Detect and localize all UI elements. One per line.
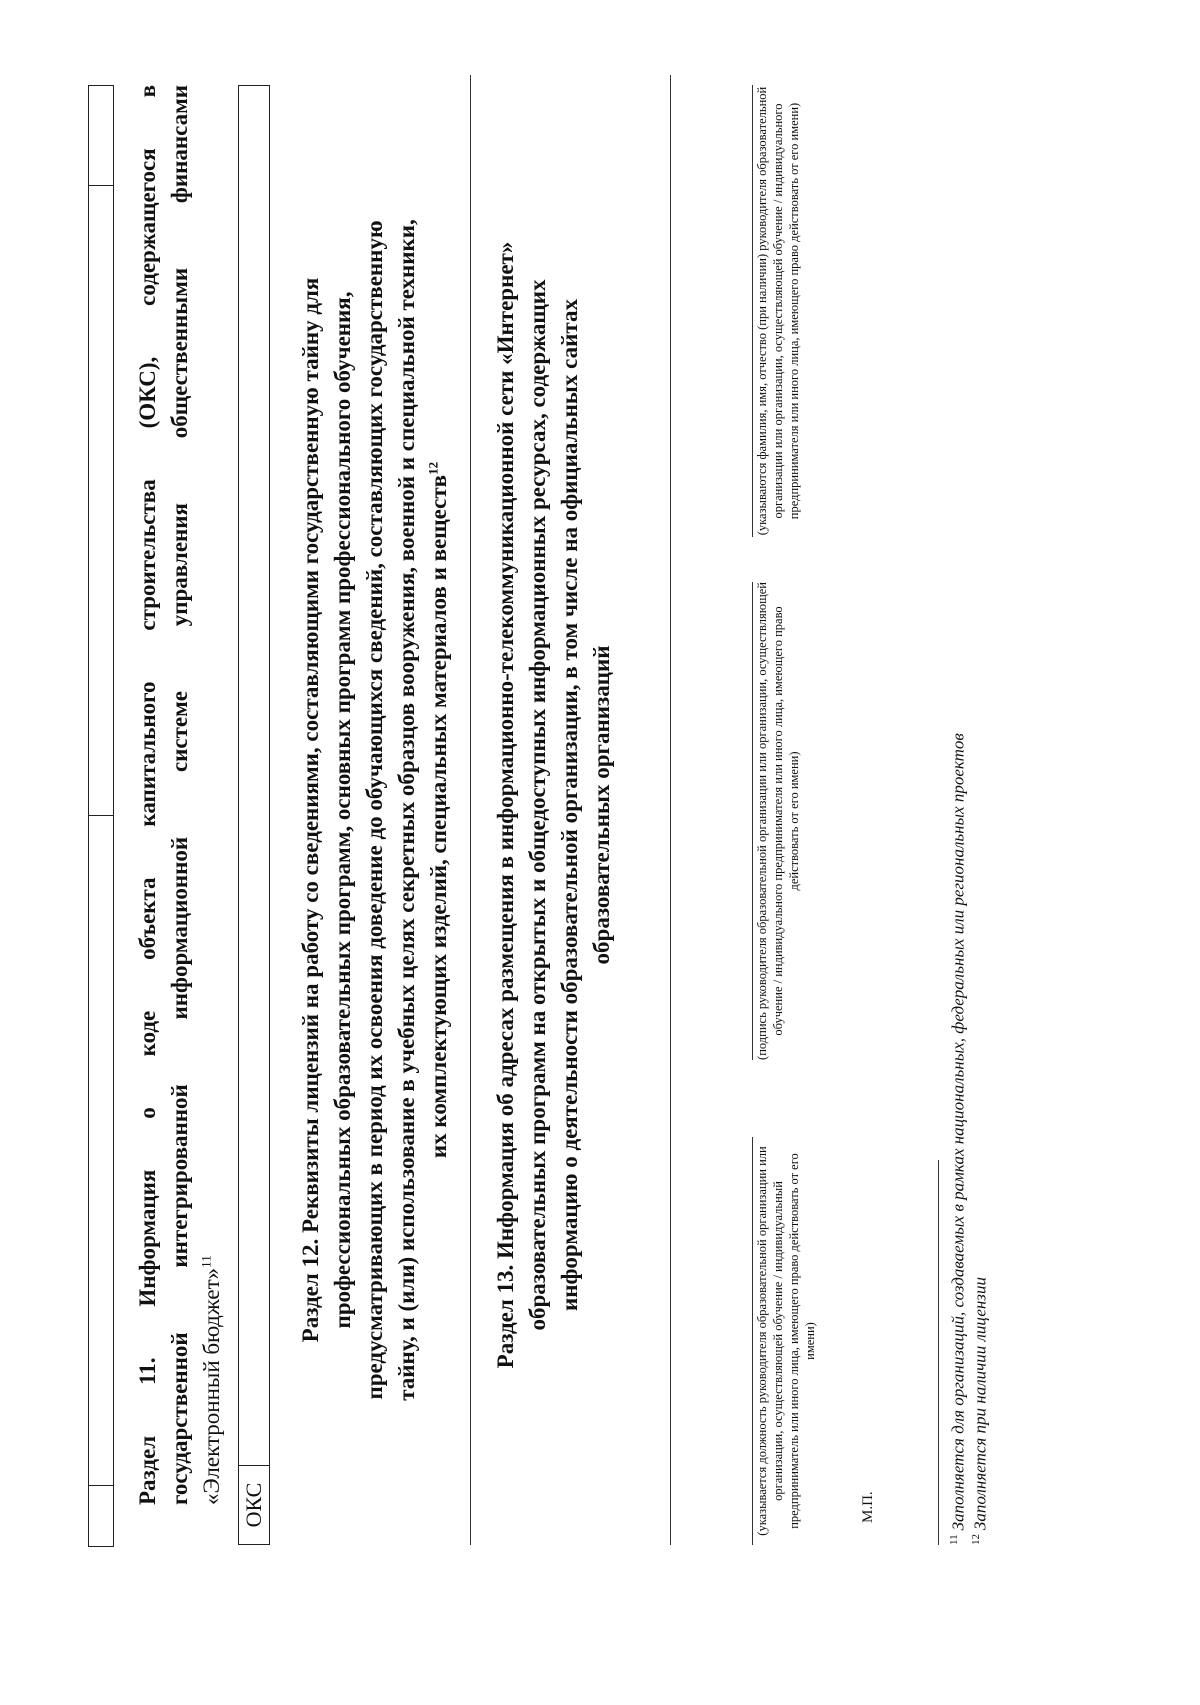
table-divider xyxy=(89,185,113,186)
section-13-line-1: Раздел 13. Информация об адресах размещения в информационно-телекоммуникационной сети «Интернет» xyxy=(493,241,518,1369)
name-caption xyxy=(754,85,802,537)
section-11-line-2: государственной интегрированной информационной системе управления общественными финансами xyxy=(167,85,192,1505)
footnote-separator xyxy=(938,1160,939,1545)
oks-table xyxy=(238,85,270,1545)
signature-caption xyxy=(754,582,802,1060)
oks-label: ОКС xyxy=(241,1482,266,1528)
section-13-heading xyxy=(490,75,618,1535)
section-12-answer-line xyxy=(470,75,471,1545)
stamp-text: М.П. xyxy=(860,1491,876,1523)
footnote-11 xyxy=(944,145,969,1545)
section-13-answer-line xyxy=(670,75,671,1545)
section-12-line-1: Раздел 12. Реквизиты лицензий на работу со сведениями, составляющими государственную тайну для xyxy=(298,277,323,1343)
footnote-11-number: 11 xyxy=(948,1534,960,1545)
footnote-12-number: 12 xyxy=(970,1534,982,1545)
section-13-line-2: образовательных программ на открытых и общедоступных информационных ресурсах, содержащих xyxy=(525,279,550,1331)
section-11-line-1-text: Раздел 11. Информация о коде объекта капитального строительства (ОКС), содержащегося в xyxy=(135,85,160,1505)
name-caption-text: (указываются фамилия, имя, отчество (при наличии) руководителя образовательной организации или организации, осуществляющей обучение / индивидуального предпринимателя или иного лица, имеющего право действовать от его имени) xyxy=(755,86,801,536)
section-13-line-3: информацию о деятельности образовательной организации, в том числе на официальных сайтах xyxy=(557,299,582,1311)
oks-label-cell xyxy=(239,1466,269,1544)
section-12-heading xyxy=(295,70,455,1550)
table-divider xyxy=(89,815,113,816)
footnote-12-text: Заполняется при наличии лицензии xyxy=(970,1277,990,1530)
position-caption xyxy=(754,1137,818,1545)
section-11-line-3 xyxy=(196,1255,228,1505)
section-12-line-5 xyxy=(423,70,455,1550)
position-caption-text: (указывается должность руководителя образовательной организации или организации, осуществляющей обучение / индивидуальный предприниматель или иного лица, имеющего право действовать от его имени) xyxy=(755,1146,817,1536)
section-13-line-4: образовательных организаций xyxy=(589,645,614,965)
signature-caption-text: (подпись руководителя образовательной организации или организации, осуществляющей обучение / индивидуального предпринимателя или иного лица, имеющего право действовать от его имени) xyxy=(755,582,801,1060)
position-signature-line xyxy=(752,1137,753,1545)
section-12-line-3: предусматривающих в период их освоения доведение до обучающихся сведений, составляющих государственную xyxy=(362,220,387,1400)
section-12-line-2: профессиональных образовательных программ, основных программ профессионального обучения, xyxy=(330,291,355,1329)
name-signature-line xyxy=(752,85,753,537)
top-empty-table xyxy=(88,85,114,1547)
section-12-line-4: тайну, и (или) использование в учебных целях секретных образцов вооружения, военной и специальной техники, xyxy=(394,219,419,1401)
footnote-12 xyxy=(966,145,991,1545)
signature-line xyxy=(752,582,753,1060)
stamp-placeholder xyxy=(860,1491,877,1523)
section-11-heading xyxy=(132,85,196,1505)
footnote-ref-12: 12 xyxy=(425,461,441,475)
section-12-line-5-text: их комплектующих изделий, специальных материалов и веществ xyxy=(426,474,451,1159)
table-divider xyxy=(89,1485,113,1486)
table-divider xyxy=(239,1465,269,1466)
section-11-line-1 xyxy=(132,85,164,1505)
footnote-ref-11: 11 xyxy=(198,1255,214,1268)
footnote-11-text: Заполняется для организаций, создаваемых в рамках национальных, федеральных или региональных проектов xyxy=(948,733,968,1531)
section-11-line-3-text: «Электронный бюджет» xyxy=(199,1267,224,1505)
